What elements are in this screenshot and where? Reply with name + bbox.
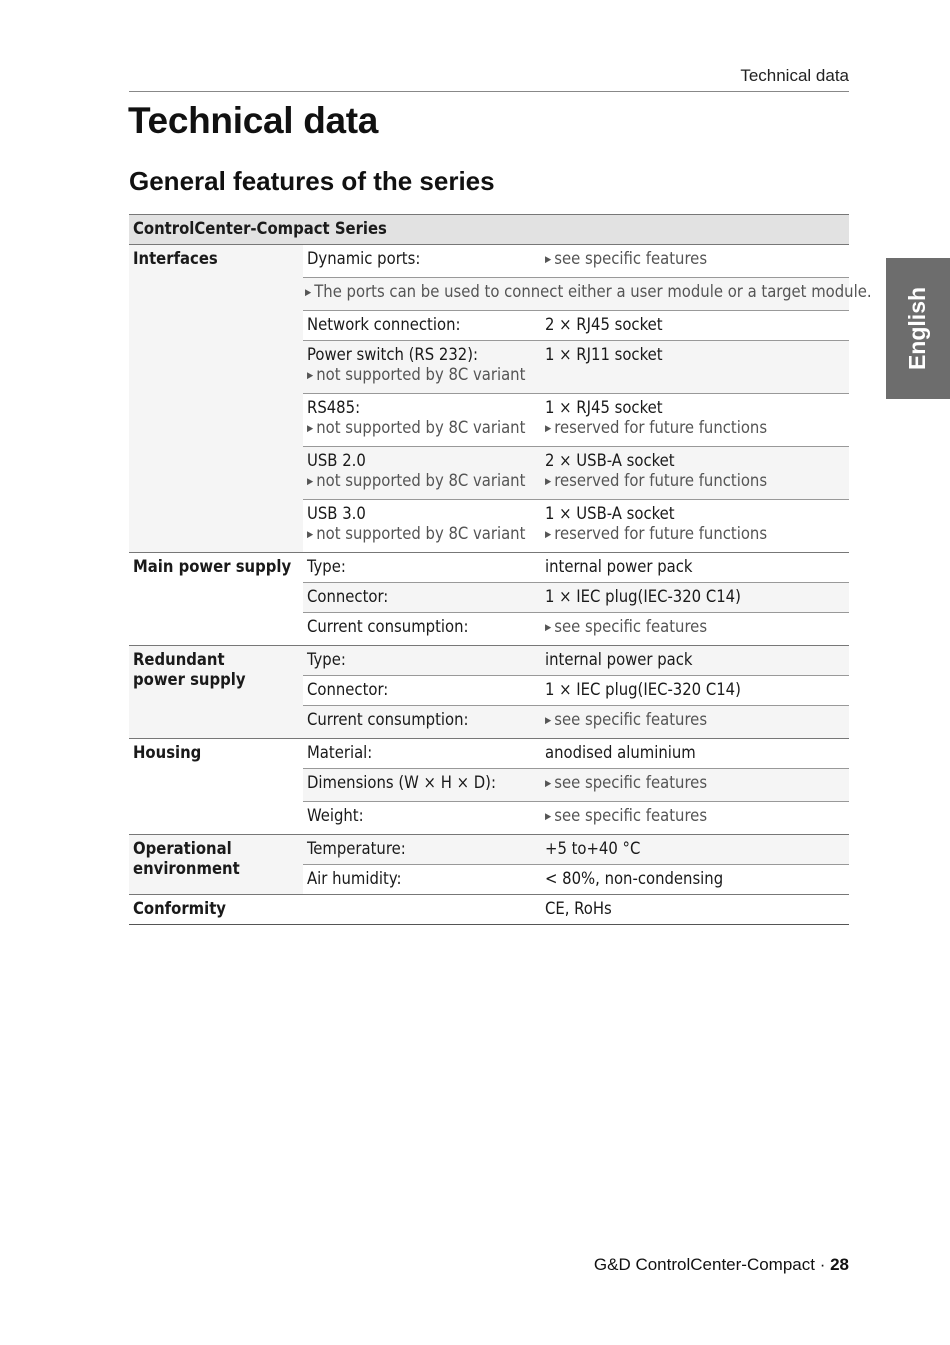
row-label: RS485: ▶ not supported by 8C variant (303, 394, 541, 447)
arrow-icon: ▶ (545, 424, 552, 434)
row-value: internal power pack (541, 646, 849, 676)
row-value: 1 × RJ45 socket ▶ reserved for future functions (541, 394, 849, 447)
group-housing: Housing (129, 739, 303, 835)
arrow-icon: ▶ (305, 288, 312, 298)
row-label (303, 895, 541, 925)
arrow-icon: ▶ (307, 424, 314, 434)
section-title: General features of the series (129, 166, 495, 196)
group-redundant-power: Redundant power supply (129, 646, 303, 739)
arrow-icon: ▶ (545, 623, 552, 633)
arrow-icon: ▶ (545, 477, 552, 487)
row-value: 2 × USB-A socket ▶ reserved for future functions (541, 447, 849, 500)
arrow-icon: ▶ (307, 530, 314, 540)
arrow-icon: ▶ (545, 812, 552, 822)
arrow-icon: ▶ (545, 779, 552, 789)
page-title: Technical data (128, 100, 379, 141)
row-label: Connector: (303, 583, 541, 613)
row-value: CE, RoHs (541, 895, 849, 925)
row-label: Network connection: (303, 311, 541, 341)
table-header-row (129, 215, 849, 245)
row-value: ▶ see specific features (541, 613, 849, 646)
row-label: Weight: (303, 802, 541, 835)
row-value: ▶ see specific features (541, 706, 849, 739)
row-value: 1 × IEC plug(IEC-320 C14) (541, 583, 849, 613)
arrow-icon: ▶ (307, 477, 314, 487)
arrow-icon: ▶ (545, 530, 552, 540)
group-main-power: Main power supply (129, 553, 303, 646)
row-label: Power switch (RS 232): ▶ not supported by 8C variant (303, 341, 541, 394)
table-row (129, 895, 849, 925)
arrow-icon: ▶ (545, 716, 552, 726)
row-label: USB 2.0 ▶ not supported by 8C variant (303, 447, 541, 500)
row-label: Current consumption: (303, 613, 541, 646)
row-value: ▶ see specific features (541, 769, 849, 802)
row-value: 1 × USB-A socket ▶ reserved for future functions (541, 500, 849, 553)
page-footer (429, 1255, 849, 1275)
spec-table (129, 214, 872, 925)
row-value: internal power pack (541, 553, 849, 583)
row-note: ▶ The ports can be used to connect either a user module or a target module. (303, 278, 849, 311)
footer-text: G&D ControlCenter-Compact · (593, 1255, 831, 1274)
row-value: < 80%, non-condensing (541, 865, 849, 895)
running-head: Technical data (129, 66, 849, 92)
row-value: 1 × RJ11 socket (541, 341, 849, 394)
row-value: +5 to+40 °C (541, 835, 849, 865)
language-tab-label: English (904, 286, 931, 371)
row-label: Temperature: (303, 835, 541, 865)
row-label: Material: (303, 739, 541, 769)
row-label: Type: (303, 553, 541, 583)
group-interfaces: Interfaces (129, 245, 303, 553)
row-label: Air humidity: (303, 865, 541, 895)
group-conformity: Conformity (129, 895, 303, 925)
row-label: Dimensions (W × H × D): (303, 769, 541, 802)
arrow-icon: ▶ (545, 255, 552, 265)
row-value: 2 × RJ45 socket (541, 311, 849, 341)
row-label: Connector: (303, 676, 541, 706)
arrow-icon: ▶ (307, 371, 314, 381)
table-header: ControlCenter-Compact Series (129, 215, 849, 245)
row-label: USB 3.0 ▶ not supported by 8C variant (303, 500, 541, 553)
page-number: 28 (830, 1255, 849, 1274)
group-environment: Operational environment (129, 835, 303, 895)
row-value: ▶ see specific features (541, 802, 849, 835)
table-row (129, 835, 849, 865)
row-value: anodised aluminium (541, 739, 849, 769)
row-value: ▶ see specific features (541, 245, 849, 278)
row-label: Type: (303, 646, 541, 676)
table-row (129, 739, 849, 769)
table-row (129, 245, 849, 278)
row-label: Current consumption: (303, 706, 541, 739)
row-label: Dynamic ports: (303, 245, 541, 278)
language-tab[interactable] (886, 258, 950, 399)
table-row (129, 553, 849, 583)
table-row (129, 646, 849, 676)
row-value: 1 × IEC plug(IEC-320 C14) (541, 676, 849, 706)
